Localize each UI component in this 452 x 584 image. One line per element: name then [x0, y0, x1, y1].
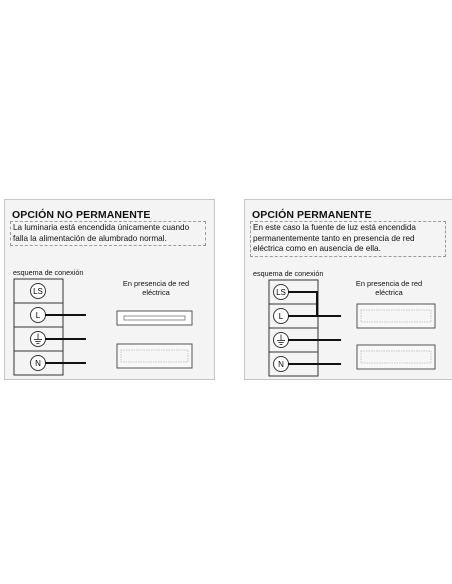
terminal-n-label: N: [278, 360, 284, 369]
panel-title: OPCIÓN PERMANENTE: [252, 209, 372, 221]
panel-permanent: [244, 199, 452, 380]
presence-label: En presencia de red eléctrica: [355, 279, 423, 297]
terminal-earth: [274, 333, 289, 348]
terminal-n-label: N: [35, 359, 41, 368]
terminal-l-label: L: [278, 312, 284, 321]
lamp-off-icon: [117, 311, 192, 325]
terminal-earth: [31, 332, 46, 347]
lamp-on-icon: [117, 344, 192, 368]
terminal-l: [274, 309, 289, 324]
schema-label: esquema de conexión: [253, 269, 324, 278]
panel-title: OPCIÓN NO PERMANENTE: [12, 209, 151, 221]
panel-non-permanent: [4, 199, 215, 380]
terminal-n: [274, 357, 289, 372]
wiring-diagram: [5, 200, 216, 381]
schema-label: esquema de conexión: [13, 268, 84, 277]
terminal-l: [31, 308, 46, 323]
terminal-ls-label: LS: [33, 287, 43, 296]
panel-description: La luminaria está encendida únicamente cuando falla la alimentación de alumbrado normal.: [10, 221, 206, 246]
lamp-on-icon: [357, 345, 435, 369]
panel-description: En este caso la fuente de luz está encendida permanentemente tanto en presencia de red eléctrica como en ausencia de ella.: [250, 221, 446, 257]
terminal-n: [31, 356, 46, 371]
presence-label: En presencia de red eléctrica: [122, 279, 190, 297]
terminal-l-label: L: [35, 311, 41, 320]
terminal-ls: [274, 285, 289, 300]
lamp-on-icon: [357, 304, 435, 328]
wiring-diagram: [245, 200, 452, 381]
terminal-ls: [31, 284, 46, 299]
terminal-ls-label: LS: [276, 288, 286, 297]
